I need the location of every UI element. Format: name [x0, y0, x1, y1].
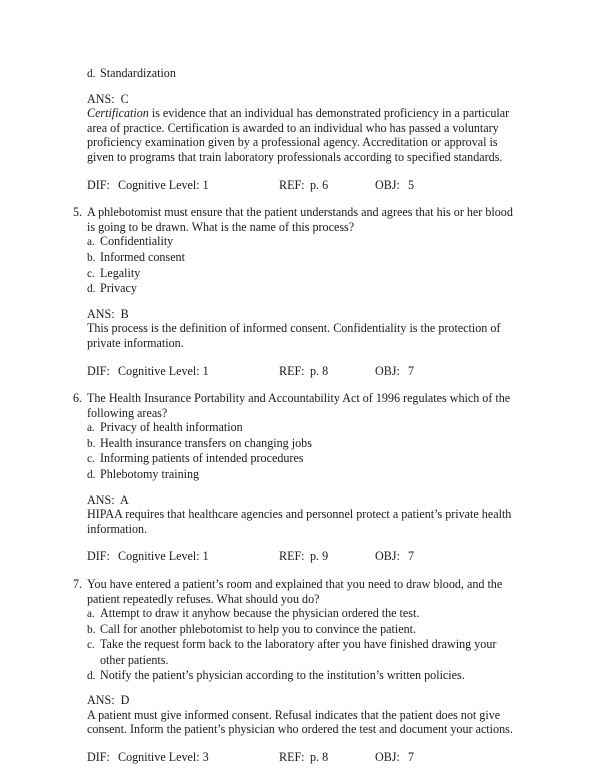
question-metadata: [87, 750, 515, 765]
option-list: [73, 606, 515, 683]
answer-line: [87, 307, 515, 322]
answer-label: ANS:: [87, 306, 115, 321]
answer-explanation: HIPAA requires that healthcare agencies and personnel protect a patient’s private health information.: [87, 507, 512, 536]
question-block: [73, 577, 515, 765]
obj-value: 5: [408, 177, 415, 192]
list-item: [87, 420, 515, 436]
answer-value: A: [119, 492, 129, 507]
option-letter: c.: [87, 267, 95, 280]
option-text: Call for another phlebotomist to help you to convince the patient.: [100, 621, 417, 636]
spacer: [73, 536, 515, 549]
obj-label: OBJ:: [375, 749, 400, 764]
list-item: [87, 451, 515, 467]
spacer: [73, 351, 515, 364]
question-metadata: [87, 364, 515, 379]
dif-value: Cognitive Level: 1: [118, 363, 209, 378]
option-letter: b.: [87, 623, 96, 636]
option-text: Notify the patient’s physician according to the institution’s written policies.: [100, 667, 465, 682]
list-item: [87, 234, 515, 250]
question-stem: [73, 577, 515, 606]
explanation-italic-term: Certification: [87, 106, 149, 121]
option-text: Privacy of health information: [100, 420, 243, 435]
option-text: Privacy: [100, 281, 137, 296]
option-text: Phlebotomy training: [100, 467, 200, 482]
list-item: [87, 249, 515, 266]
question-stem: [73, 391, 515, 420]
option-text: Confidentiality: [100, 234, 174, 249]
ref-value: p. 8: [310, 749, 329, 764]
question-stem: [73, 205, 515, 234]
ref-label: REF:: [279, 363, 305, 378]
option-text: Informing patients of intended procedures: [100, 451, 304, 466]
answer-line: [87, 92, 515, 107]
ref-value: p. 8: [310, 363, 329, 378]
answer-value: B: [120, 306, 129, 321]
dif-value: Cognitive Level: 1: [118, 177, 209, 192]
dif-label: DIF:: [87, 549, 110, 564]
obj-label: OBJ:: [375, 549, 400, 564]
dif-label: DIF:: [87, 363, 110, 378]
option-letter: d.: [87, 68, 96, 80]
dif-label: DIF:: [87, 749, 110, 764]
question-number: 6.: [73, 391, 83, 406]
answer-line: [87, 493, 515, 508]
list-item: [87, 606, 515, 622]
question-metadata: [87, 178, 515, 193]
list-item: [87, 265, 515, 282]
option-text: Standardization: [100, 66, 176, 80]
question-block: [73, 205, 515, 378]
answer-label: ANS:: [87, 91, 115, 106]
spacer: [73, 683, 515, 693]
explanation-text: is evidence that an individual has demonstrated proficiency in a particular area of practice. Certification is awarded to an individual who has passed a voluntary proficiency examination given by a professional agency. Accreditation or approval is given to programs that train laboratory professionals according to specified standards.: [87, 106, 510, 164]
option-letter: d.: [87, 669, 96, 682]
answer-label: ANS:: [87, 693, 115, 708]
question-text: A phlebotomist must ensure that the patient understands and agrees that his or her blood is going to be drawn. What is the name of this process?: [87, 205, 513, 234]
spacer: [73, 297, 515, 307]
question-text: You have entered a patient’s room and explained that you need to draw blood, and the patient repeatedly refuses. What should you do?: [87, 577, 503, 606]
option-letter: a.: [87, 422, 95, 435]
question-number: 5.: [73, 205, 83, 220]
spacer: [73, 483, 515, 493]
spacer: [73, 737, 515, 750]
obj-value: 7: [408, 363, 415, 378]
option-text: Informed consent: [100, 249, 185, 264]
option-text: Attempt to draw it anyhow because the physician ordered the test.: [100, 606, 420, 621]
page-content: [73, 66, 515, 765]
list-item: [87, 66, 515, 82]
ref-label: REF:: [279, 749, 305, 764]
list-item: [87, 667, 515, 684]
spacer: [73, 378, 515, 391]
question-number: 7.: [73, 577, 83, 592]
spacer: [73, 165, 515, 178]
list-item: [87, 467, 515, 483]
dif-label: DIF:: [87, 177, 110, 192]
dif-value: Cognitive Level: 3: [118, 749, 209, 764]
list-item: [87, 621, 515, 638]
answer-explanation: A patient must give informed consent. Refusal indicates that the patient does not give consent. Inform the patient’s physician who ordered the test and document your actions.: [87, 707, 513, 737]
obj-label: OBJ:: [375, 363, 400, 378]
spacer: [73, 82, 515, 92]
option-list: [73, 234, 515, 296]
question-metadata: [87, 549, 515, 564]
obj-value: 7: [408, 549, 415, 564]
answer-value: D: [120, 693, 130, 708]
option-letter: d.: [87, 469, 96, 482]
question-text: The Health Insurance Portability and Accountability Act of 1996 regulates which of the following areas?: [87, 391, 511, 420]
ref-label: REF:: [279, 549, 305, 564]
answer-explanation: [87, 106, 515, 164]
option-letter: a.: [87, 608, 95, 621]
ref-value: p. 9: [310, 549, 329, 564]
ref-label: REF:: [279, 177, 305, 192]
answer-line: [87, 693, 515, 708]
option-text: Health insurance transfers on changing jobs: [100, 435, 312, 450]
option-letter: b.: [87, 437, 96, 450]
spacer: [73, 564, 515, 577]
answer-explanation: This process is the definition of informed consent. Confidentiality is the protection of private information.: [87, 321, 501, 350]
list-item: [87, 281, 515, 297]
option-letter: a.: [87, 236, 95, 249]
option-text: Legality: [100, 265, 141, 280]
question-block: [73, 391, 515, 564]
dif-value: Cognitive Level: 1: [118, 549, 209, 564]
option-letter: c.: [87, 453, 95, 466]
obj-value: 7: [408, 749, 415, 764]
list-item: [87, 637, 515, 667]
list-item: [87, 435, 515, 452]
answer-value: C: [120, 91, 129, 106]
option-letter: b.: [87, 251, 96, 264]
spacer: [73, 192, 515, 205]
option-letter: d.: [87, 283, 96, 296]
option-letter: c.: [87, 639, 95, 652]
obj-label: OBJ:: [375, 177, 400, 192]
ref-value: p. 6: [310, 177, 329, 192]
option-text: Take the request form back to the laboratory after you have finished drawing your other patients.: [100, 637, 497, 667]
answer-label: ANS:: [87, 492, 115, 507]
option-list: [73, 420, 515, 482]
